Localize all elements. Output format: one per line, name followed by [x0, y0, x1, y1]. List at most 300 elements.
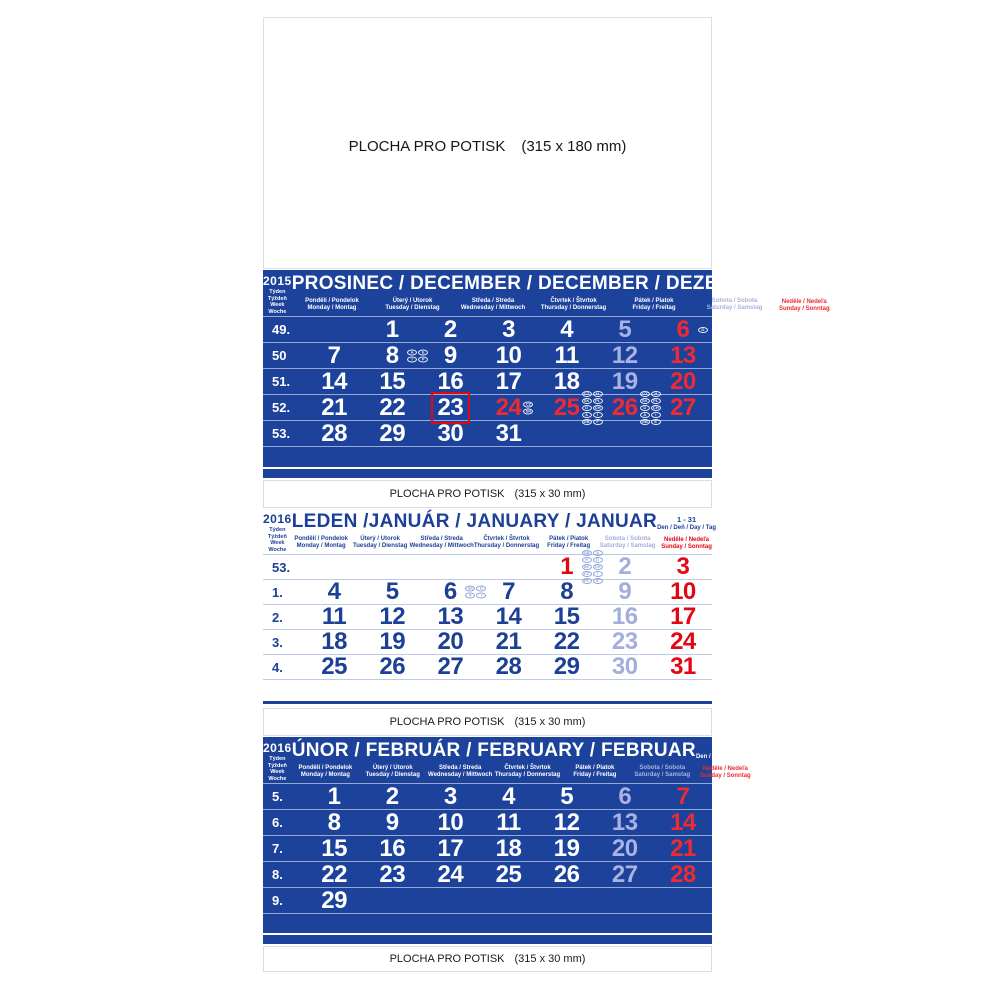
- day-of-year-range: 335 - 365: [788, 277, 821, 286]
- day-cell: [654, 605, 712, 629]
- day-cell: [538, 418, 596, 446]
- holiday-badge: GB: [583, 418, 590, 424]
- day-cell: [305, 343, 363, 368]
- day-number: 1: [327, 782, 341, 810]
- day-cell: [596, 836, 654, 861]
- holiday-badge: D: [476, 586, 486, 592]
- day-header-local: Čtvrtek / Štvrtok: [483, 536, 530, 542]
- day-number: 11: [496, 808, 521, 836]
- day-range-caption: Den / Deň / Day / Tag: [695, 754, 755, 760]
- day-cell: [596, 418, 654, 446]
- print-area-top-caption: [264, 138, 711, 155]
- holiday-badge: CH: [651, 405, 661, 411]
- header-corner: [657, 508, 716, 554]
- day-number: 13: [437, 603, 464, 630]
- day-cell: [596, 810, 654, 835]
- week-number: 5.: [272, 789, 283, 804]
- day-number: 9: [618, 578, 632, 605]
- day-header: [351, 533, 410, 554]
- holiday-badge: D: [582, 405, 592, 411]
- day-cell: [479, 888, 537, 913]
- print-area-label: PLOCHA PRO POTISK: [348, 138, 506, 155]
- day-number: 17: [437, 834, 464, 862]
- day-header: [629, 762, 696, 783]
- holiday-badges: [582, 550, 603, 584]
- day-header-local: Pátek / Piatok: [634, 298, 674, 304]
- day-cell: [363, 555, 421, 579]
- header-corner: [696, 737, 755, 783]
- day-cell: [654, 369, 712, 394]
- day-header: [292, 533, 351, 554]
- week-number: 49.: [272, 322, 291, 337]
- day-number: 24: [437, 860, 464, 888]
- day-number: 28: [670, 860, 696, 888]
- day-number: 13: [611, 808, 638, 836]
- day-number: 29: [379, 419, 406, 447]
- day-number: 11: [321, 603, 347, 630]
- holiday-badge: H: [593, 391, 603, 397]
- holiday-badge: GB: [583, 550, 590, 555]
- day-cell: [421, 421, 479, 446]
- day-number: 2: [385, 782, 399, 810]
- day-number: 24: [495, 393, 522, 421]
- day-cell: [363, 369, 421, 394]
- day-header-local: Čtvrtek / Štvrtok: [504, 765, 551, 771]
- day-number: 26: [611, 393, 638, 421]
- day-number: 8: [560, 578, 574, 605]
- day-number: 15: [379, 367, 406, 395]
- day-number: 19: [611, 367, 638, 395]
- day-header: [453, 295, 534, 316]
- empty-row: [263, 679, 712, 701]
- empty-row: [263, 446, 712, 467]
- day-cell: [421, 369, 479, 394]
- day-cell: [421, 655, 479, 679]
- day-cell: [479, 580, 537, 604]
- day-cell: [479, 369, 537, 394]
- year-label: 2016: [263, 512, 292, 526]
- day-number: 22: [321, 860, 347, 888]
- day-header-local: Pondělí / Pondelok: [305, 298, 359, 304]
- day-cell: [305, 836, 363, 861]
- day-number: 25: [495, 860, 522, 888]
- day-cell: [479, 395, 537, 420]
- day-of-year-range: 32 - 60: [713, 744, 738, 753]
- header-corner: [775, 270, 834, 316]
- day-cell: [421, 555, 479, 579]
- day-number: 5: [385, 578, 399, 605]
- calendar-month-january: [263, 508, 716, 704]
- day-cell: [305, 810, 363, 835]
- day-cell: [654, 888, 712, 913]
- holiday-badge: SK: [582, 398, 592, 404]
- day-number: 15: [553, 603, 580, 630]
- day-cell: [596, 605, 654, 629]
- day-header: [474, 533, 539, 554]
- holiday-badge: H: [651, 391, 661, 397]
- day-number: 3: [676, 553, 690, 580]
- day-number: 5: [560, 782, 574, 810]
- day-cell: [479, 810, 537, 835]
- holiday-badges: [698, 327, 708, 333]
- day-header: [494, 762, 561, 783]
- week-number: 50: [272, 348, 287, 363]
- week-word: Week: [270, 769, 285, 775]
- holiday-badge: A: [593, 550, 603, 556]
- holiday-badge: I: [407, 356, 417, 362]
- holiday-badge: E: [651, 419, 661, 425]
- day-number: 31: [670, 653, 696, 680]
- day-headers: [292, 762, 696, 783]
- week-number: 53.: [272, 426, 291, 441]
- print-area-label: PLOCHA PRO POTISK: [389, 488, 505, 500]
- month-header: [263, 270, 834, 316]
- week-number: 3.: [272, 634, 283, 650]
- week-row: [263, 579, 712, 604]
- day-cell: [479, 630, 537, 654]
- day-number: 1: [385, 315, 399, 343]
- day-header-intl: Tuesday / Dienstag: [365, 772, 420, 778]
- day-cell: [654, 655, 712, 679]
- day-cell: [479, 317, 537, 342]
- day-cell: [421, 578, 483, 605]
- holiday-badges: [465, 586, 486, 599]
- day-cell: [654, 395, 712, 420]
- week-number: 53.: [272, 559, 291, 575]
- empty-row: [263, 913, 712, 933]
- day-header-local: Pátek / Piatok: [549, 536, 589, 542]
- day-header-local: Úterý / Utorok: [360, 536, 400, 542]
- week-number: 52.: [272, 400, 291, 415]
- day-number: 9: [385, 808, 399, 836]
- day-number: 30: [611, 653, 638, 680]
- week-word: Týden: [269, 527, 286, 533]
- month-title: LEDEN /JANUÁR / JANUARY / JANUAR: [291, 511, 658, 532]
- day-number: 10: [437, 808, 464, 836]
- print-area-size: (315 x 30 mm): [514, 716, 586, 728]
- holiday-badge: CZ: [582, 571, 592, 577]
- year-label: 2015: [263, 274, 292, 288]
- holiday-badge: A: [582, 412, 592, 418]
- day-cell: [421, 888, 479, 913]
- sunday-header-intl: Sunday / Sonntag: [661, 544, 712, 550]
- day-number: 15: [321, 834, 347, 862]
- print-area-label: PLOCHA PRO POTISK: [389, 953, 505, 965]
- day-number: 6: [443, 578, 457, 605]
- day-number: 14: [670, 808, 696, 836]
- day-cell: [596, 390, 659, 424]
- holiday-badge: E: [418, 349, 428, 355]
- day-cell: [654, 836, 712, 861]
- day-cell: [596, 580, 654, 604]
- week-row: [263, 835, 712, 861]
- day-number: 4: [560, 315, 574, 343]
- day-number: 6: [618, 782, 632, 810]
- week-number: 4.: [272, 659, 283, 675]
- day-number: 9: [443, 341, 457, 369]
- day-cell: [596, 655, 654, 679]
- day-number: 21: [495, 628, 522, 655]
- day-number: 30: [437, 419, 464, 447]
- holiday-badge: P: [418, 356, 428, 362]
- day-number: 24: [670, 628, 696, 655]
- day-cell: [363, 862, 421, 887]
- week-number: 2.: [272, 609, 283, 625]
- day-cell: [654, 630, 712, 654]
- print-area-label: PLOCHA PRO POTISK: [389, 716, 505, 728]
- day-number: 22: [553, 628, 580, 655]
- day-cell: [363, 836, 421, 861]
- week-word: Týden: [269, 756, 286, 762]
- day-cell: [538, 888, 596, 913]
- month-title: ÚNOR / FEBRUÁR / FEBRUARY / FEBRUAR: [291, 740, 696, 761]
- day-header-intl: Wednesday / Mittwoch: [428, 772, 493, 778]
- day-number: 7: [327, 341, 341, 369]
- holiday-badge: PL: [651, 398, 661, 404]
- day-cell: [363, 317, 421, 342]
- week-row: [263, 809, 712, 835]
- week-row: [263, 887, 712, 913]
- day-number: 6: [676, 315, 690, 343]
- holiday-badges: [523, 401, 533, 414]
- day-number: 2: [618, 553, 632, 580]
- day-header-intl: Thursday / Donnerstag: [540, 305, 607, 311]
- calendar-month-december: [263, 270, 834, 478]
- day-cell: [479, 862, 537, 887]
- week-word: Woche: [268, 308, 287, 315]
- calendar-month-february: [263, 737, 755, 944]
- day-header-intl: Friday / Freitag: [573, 772, 617, 778]
- calendar-sheet: [263, 17, 834, 972]
- week-number: 9.: [272, 893, 283, 908]
- day-number: 20: [670, 367, 696, 395]
- day-number: 17: [670, 603, 696, 630]
- day-header: [292, 762, 359, 783]
- week-row: [263, 861, 712, 887]
- day-cell: [654, 555, 712, 579]
- day-header-local: Sobota / Sobota: [604, 536, 651, 542]
- day-number: 27: [437, 653, 464, 680]
- day-cell: [363, 784, 421, 809]
- day-cell: [479, 784, 537, 809]
- week-number: 7.: [272, 841, 283, 856]
- day-cell: [305, 317, 363, 342]
- day-number: 23: [379, 860, 406, 888]
- sunday-header-intl: Sunday / Sonntag: [700, 773, 751, 779]
- holiday-badge: E: [593, 578, 603, 584]
- day-number: 21: [321, 393, 347, 421]
- week-word: Week: [270, 540, 285, 546]
- print-area-middle-1: [263, 480, 712, 508]
- holiday-badge: SK: [465, 586, 475, 592]
- day-header-local: Sobota / Sobota: [711, 298, 758, 304]
- day-cell: [538, 784, 596, 809]
- holiday-badge: GB: [641, 418, 648, 424]
- month-title: PROSINEC / DECEMBER / DECEMBER / DEZEMBER: [291, 273, 775, 294]
- week-column-header: [263, 270, 292, 316]
- day-number: 20: [611, 834, 638, 862]
- day-cell: [479, 421, 537, 446]
- day-header-intl: Friday / Freitag: [547, 543, 591, 549]
- day-header-intl: Saturday / Samstag: [634, 772, 691, 778]
- day-header-local: Úterý / Utorok: [392, 298, 433, 304]
- day-cell: [596, 784, 654, 809]
- day-header: [694, 295, 775, 316]
- print-area-middle-2: [263, 708, 712, 736]
- day-cell: [421, 605, 479, 629]
- week-word: Week: [270, 302, 285, 308]
- day-cell: [421, 395, 479, 420]
- day-header-intl: Monday / Montag: [307, 305, 357, 311]
- day-number: 23: [611, 628, 638, 655]
- day-range-caption: Den / Deň / Day / Tag: [774, 287, 834, 293]
- print-area-top: [263, 17, 712, 269]
- day-cell: [654, 317, 712, 342]
- day-cell: [538, 390, 601, 424]
- day-header-local: Úterý / Utorok: [372, 765, 413, 771]
- day-cell: [363, 580, 421, 604]
- day-header: [372, 295, 453, 316]
- day-cell: [538, 655, 596, 679]
- day-cell: [538, 630, 596, 654]
- day-cell: [479, 343, 537, 368]
- day-cell: [363, 395, 421, 420]
- day-header-intl: Monday / Montag: [296, 543, 346, 549]
- day-number: 14: [321, 367, 347, 395]
- week-column-header: [263, 737, 292, 783]
- day-number: 13: [670, 341, 696, 369]
- day-number: 7: [502, 578, 515, 605]
- day-cell: [654, 784, 712, 809]
- day-cell: [421, 784, 479, 809]
- day-cell: [479, 836, 537, 861]
- weeks-grid: [263, 316, 712, 446]
- day-number: 29: [553, 653, 580, 680]
- day-cell: [479, 655, 537, 679]
- day-header-intl: Wednesday / Mittwoch: [460, 305, 526, 311]
- week-row: [263, 316, 712, 342]
- day-cell: [305, 369, 363, 394]
- day-cell: [421, 343, 479, 368]
- day-number: 20: [437, 628, 464, 655]
- week-word: Týždeň: [267, 533, 287, 540]
- day-cell: [654, 421, 712, 446]
- day-header: [614, 295, 695, 316]
- sunday-header: [661, 537, 712, 551]
- week-word: Týždeň: [267, 762, 287, 769]
- weeks-grid: [263, 783, 712, 913]
- day-header: [359, 762, 426, 783]
- day-number: 16: [379, 834, 406, 862]
- holiday-badge: I: [593, 412, 603, 418]
- week-row: [263, 654, 712, 679]
- day-cell: [305, 580, 363, 604]
- panel-bottom-line: [263, 701, 712, 704]
- day-header: [598, 533, 657, 554]
- day-number: 12: [611, 341, 638, 369]
- holiday-badge: F: [593, 419, 603, 425]
- day-number: 25: [553, 393, 580, 421]
- day-number: 3: [502, 315, 515, 343]
- holiday-badge: CH: [593, 564, 603, 570]
- day-number: 29: [321, 886, 347, 914]
- day-header: [561, 762, 628, 783]
- week-word: Woche: [268, 546, 287, 553]
- holiday-badge: A: [407, 349, 417, 355]
- week-number: 1.: [272, 584, 283, 600]
- holiday-badge: H: [582, 557, 592, 563]
- day-header: [292, 295, 373, 316]
- holiday-badge: I: [593, 571, 603, 577]
- print-area-bottom: [263, 946, 712, 972]
- day-cell: [305, 862, 363, 887]
- week-word: Týden: [269, 289, 286, 295]
- day-cell: [538, 810, 596, 835]
- day-cell: [305, 630, 363, 654]
- day-cell: [538, 862, 596, 887]
- week-number: 51.: [272, 374, 291, 389]
- week-words: [263, 289, 292, 315]
- holiday-badge: D: [640, 405, 650, 411]
- day-number: 10: [670, 578, 696, 605]
- holiday-badge: A: [640, 412, 650, 418]
- day-cell: [363, 421, 421, 446]
- holiday-badge: D: [593, 557, 603, 563]
- day-number: 5: [618, 315, 632, 343]
- week-row: [263, 390, 712, 424]
- day-number: 1: [560, 553, 574, 580]
- day-header-intl: Tuesday / Dienstag: [385, 305, 440, 311]
- week-words: [263, 756, 292, 782]
- holiday-badge: PL: [593, 398, 603, 404]
- holiday-badge: D: [698, 327, 708, 333]
- sunday-header-local: Neděle / Nedeľa: [702, 766, 748, 772]
- week-row: [263, 604, 712, 629]
- day-cell: [421, 630, 479, 654]
- sunday-header-local: Neděle / Nedeľa: [664, 537, 710, 543]
- sunday-header-local: Neděle / Nedeľa: [781, 299, 827, 305]
- holiday-badge: SK: [640, 398, 650, 404]
- day-cell: [421, 836, 479, 861]
- day-cell: [596, 862, 654, 887]
- day-header-local: Pondělí / Pondelok: [294, 536, 349, 542]
- print-area-size: (315 x 180 mm): [521, 138, 627, 155]
- week-word: Týždeň: [267, 295, 287, 302]
- day-number: 18: [321, 628, 347, 655]
- day-cell: [596, 317, 654, 342]
- day-header-intl: Tuesday / Dienstag: [353, 543, 408, 549]
- week-row: [263, 783, 712, 809]
- panel-bottom-strip: [263, 469, 712, 478]
- day-number: 26: [379, 653, 406, 680]
- year-label: 2016: [263, 741, 292, 755]
- day-cell: [538, 550, 601, 583]
- day-header-intl: Monday / Montag: [300, 772, 350, 778]
- day-cell: [479, 555, 537, 579]
- day-header-local: Pondělí / Pondelok: [298, 765, 353, 771]
- day-number: 18: [495, 834, 522, 862]
- day-number: 28: [321, 419, 347, 447]
- day-cell: [538, 605, 596, 629]
- day-cell: [479, 605, 537, 629]
- day-cell: [596, 555, 654, 579]
- day-cell: [538, 836, 596, 861]
- holiday-badges: [582, 391, 603, 425]
- day-cell: [305, 395, 363, 420]
- day-header: [410, 533, 474, 554]
- day-number: 21: [670, 834, 696, 862]
- day-number: 10: [495, 341, 522, 369]
